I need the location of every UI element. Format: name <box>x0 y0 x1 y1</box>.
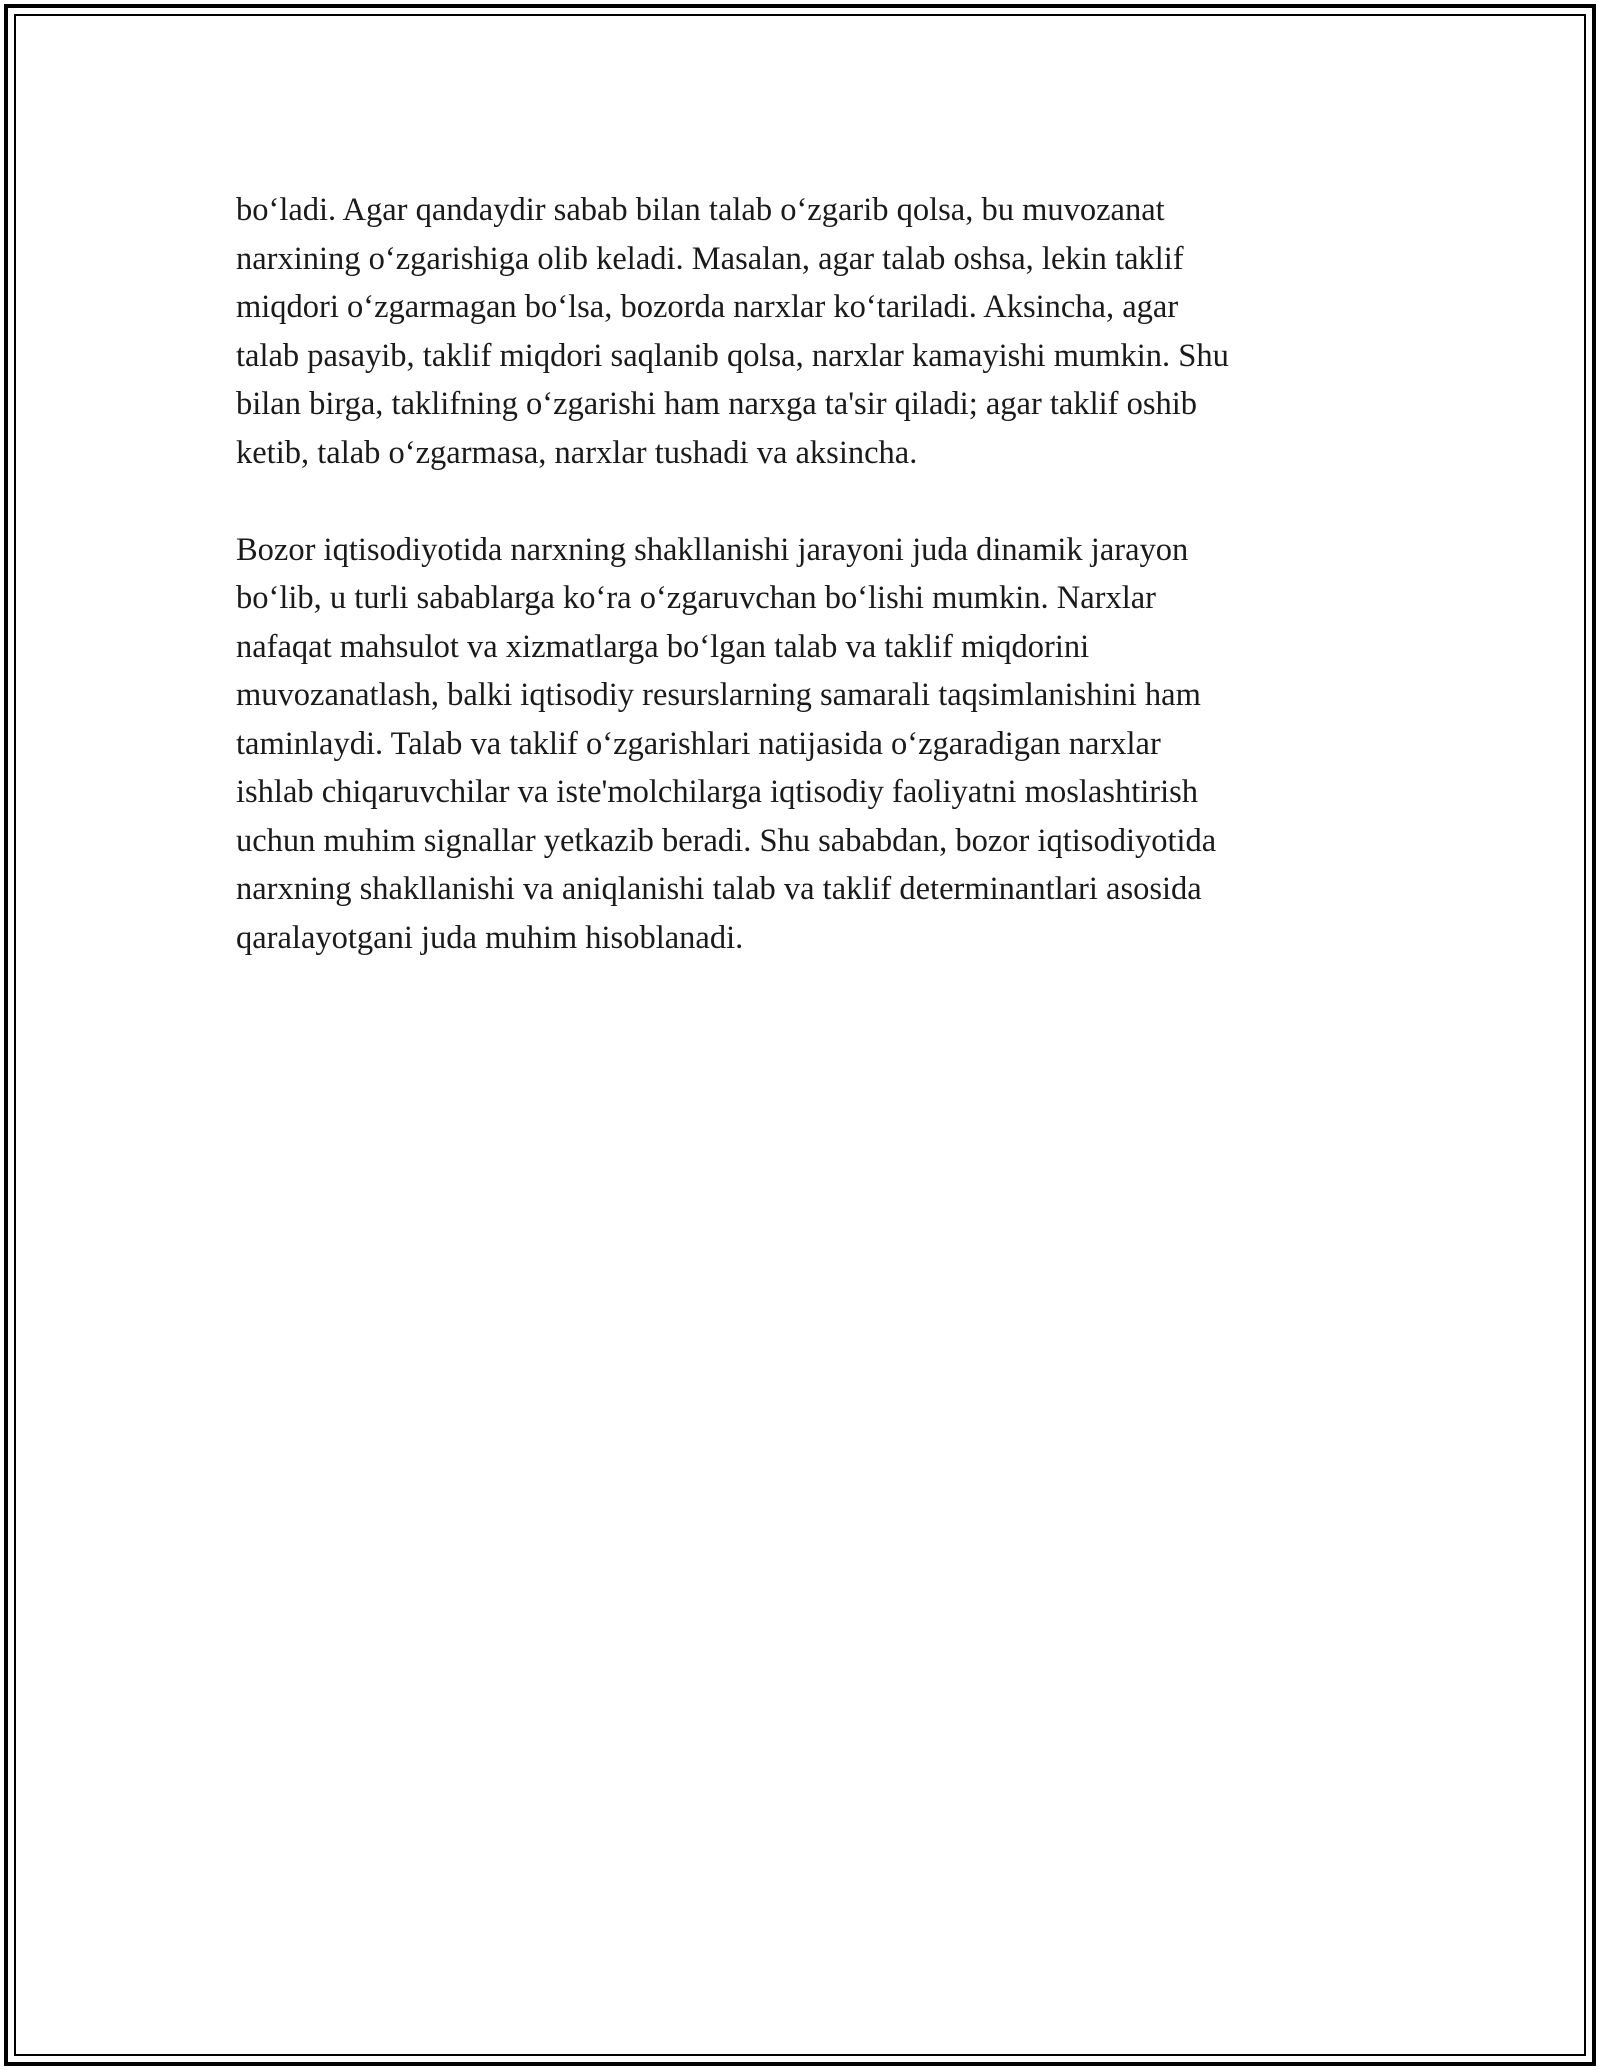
text-line: nafaqat mahsulot va xizmatlarga bo‘lgan talab va taklif miqdorini <box>236 628 1090 665</box>
text-line: bilan birga, taklifning o‘zgarishi ham narxga ta'sir qiladi; agar taklif oshib <box>236 386 1198 422</box>
text-line: uchun muhim signallar yetkazib beradi. Shu sababdan, bozor iqtisodiyotida <box>236 822 1217 859</box>
text-line: qaralayotgani juda muhim hisoblanadi. <box>236 919 744 956</box>
paragraph-1 <box>236 186 1386 477</box>
text-line: ishlab chiqaruvchilar va iste'molchilarga iqtisodiy faoliyatni moslashtirish <box>236 774 1199 810</box>
text-line: ketib, talab o‘zgarmasa, narxlar tushadi va aksincha. <box>236 434 918 471</box>
text-line: muvozanatlash, balki iqtisodiy resurslarning samarali taqsimlanishini ham <box>236 677 1201 713</box>
document-body <box>236 186 1386 962</box>
text-line: Bozor iqtisodiyotida narxning shakllanishi jarayoni juda dinamik jarayon <box>236 531 1189 568</box>
text-line: talab pasayib, taklif miqdori saqlanib qolsa, narxlar kamayishi mumkin. Shu <box>236 337 1229 374</box>
text-line: bo‘ladi. Agar qandaydir sabab bilan talab o‘zgarib qolsa, bu muvozanat <box>236 192 1165 228</box>
text-line: narxining o‘zgarishiga olib keladi. Masalan, agar talab oshsa, lekin taklif <box>236 240 1184 277</box>
text-line: taminlaydi. Talab va taklif o‘zgarishlari natijasida o‘zgaradigan narxlar <box>236 725 1161 762</box>
paragraph-2 <box>236 526 1386 963</box>
text-line: bo‘lib, u turli sabablarga ko‘ra o‘zgaruvchan bo‘lishi mumkin. Narxlar <box>236 580 1156 616</box>
text-line: narxning shakllanishi va aniqlanishi talab va taklif determinantlari asosida <box>236 871 1202 907</box>
text-line: miqdori o‘zgarmagan bo‘lsa, bozorda narxlar ko‘tariladi. Aksincha, agar <box>236 289 1179 325</box>
